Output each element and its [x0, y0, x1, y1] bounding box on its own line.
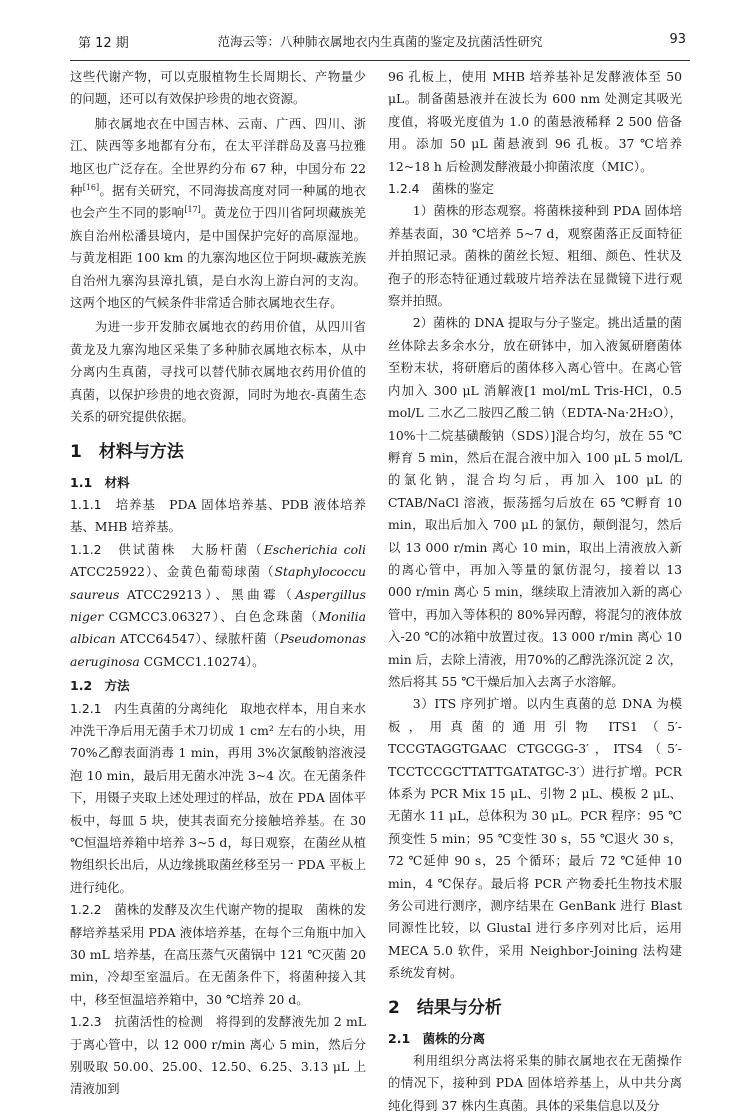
section-heading: 1 材料与方法: [70, 441, 184, 462]
section-heading: 2 结果与分析: [388, 997, 502, 1018]
page-number: 93: [669, 32, 686, 47]
right-column: [388, 66, 682, 1113]
paragraph: 1.2.3 抗菌活性的检测 将得到的发酵液先加 2 mL 于离心管中，以 12 000 r/min 离心 5 min，然后分别吸取 50.00、25.00、12.50、6.25、3.13 μL 上清液加到: [70, 1014, 366, 1097]
paragraph: 肺衣属地衣在中国吉林、云南、广西、四川、浙江、陕西等多地都有分布，在太平洋群岛及喜马拉雅地区也广泛存在。全世界约分布 67 种，中国分布 22 种[16]。据有关研究，不同海拔高度对同一种属的地衣也会产生不同的影响[17]。黄龙位于四川省阿坝藏族羌族自治州松潘县境内，是中国保护完好的高原湿地。与黄龙相距 100 km 的九寨沟地区位于阿坝-藏族羌族自治州九寨沟县漳扎镇，是白水沟上游白河的支沟。这两个地区的气候条件非常适合肺衣属地衣生存。: [70, 115, 367, 311]
subsubsection-heading: 1.1.2 供试菌株: [70, 541, 177, 557]
subsection-heading: 1.1 材料: [70, 474, 130, 490]
subsection-heading: 2.1 菌株的分离: [388, 1030, 486, 1046]
paragraph: 利用组织分离法将采集的肺衣属地衣在无菌操作的情况下，接种到 PDA 固体培养基上，从中共分离纯化得到 37 株内生真菌。具体的采集信息以及分: [388, 1053, 682, 1113]
subsubsection-heading: 1.2.3 抗菌活性的检测: [70, 1014, 204, 1030]
paragraph: 1.1.1 培养基 PDA 固体培养基、PDB 液体培养基、MHB 培养基。: [70, 496, 366, 535]
citation: [17]: [184, 205, 201, 215]
citation: [16]: [82, 182, 100, 192]
subsubsection-heading: 1.2.1 内生真菌的分离纯化: [70, 700, 228, 716]
paragraph: 这些代谢产物，可以克服植物生长周期长、产物量少的问题，还可以有效保护珍贵的地衣资源。: [70, 69, 366, 107]
subsubsection-heading: 1.2.2 菌株的发酵及次生代谢产物的提取: [70, 902, 304, 918]
subsection-heading: 1.2 方法: [70, 678, 130, 694]
paragraph: 1）菌株的形态观察。将菌株接种到 PDA 固体培养基表面，30 ℃培养 5~7 d，观察菌落正反面特征并拍照记录。菌株的菌丝长短、粗细、颜色、性状及孢子的形态特征通过载玻片培养法在显微镜下进行观察并拍照。: [388, 203, 682, 309]
paragraph: 2）菌株的 DNA 提取与分子鉴定。挑出适量的菌丝体除去多余水分，放在研钵中，加入液氮研磨菌体至粉末状，将研磨后的菌体移入离心管中。在离心管内加入 300 μL 消解液[1 mol/mL Tris-HCl，0.5 mol/L 二水乙二胺四乙酸二钠（EDTA-Na·2H₂O），10%十二烷基磺酸钠（SDS）]混合均匀，放在 55 ℃孵育 5 min，然后在混合液中加入 100 μL 5 mol/L 的氯化钠，混合均匀后，再加入 100 μL 的 CTAB/NaCl 溶液，振荡摇匀后放在 65 ℃孵育 10 min，取出后加入 700 μL 的氯仿，颠倒混匀，然后以 13 000 r/min 离心 10 min，取出上清液放入新的离心管中，再加入等量的氯仿混匀，接着以 13 000 r/min 离心 5 min，继续取上清液加入新的离心管中，再加入等体积的 80%异丙醇，将混匀的液体放入-20 ℃的冰箱中放置过夜。13 000 r/min 离心 10 min 后，去除上清液，用70%的乙醇洗涤沉淀 2 次，然后将其 55 ℃干燥后加入去离子水溶解。: [388, 315, 682, 689]
subsubsection-heading: 1.2.4 菌株的鉴定: [388, 181, 494, 197]
paragraph: 为进一步开发肺衣属地衣的药用价值，从四川省黄龙及九寨沟地区采集了多种肺衣属地衣标本，从中分离内生真菌，寻找可以替代肺衣属地衣药用价值的真菌，以保护珍贵的地衣资源，同时为地衣-真菌生态关系的研究提供依据。: [70, 319, 366, 425]
paragraph: 1.2.1 内生真菌的分离纯化 取地衣样本，用自来水冲洗干净后用无菌手术刀切成 1 cm² 左右的小块，用 70%乙醇表面消毒 1 min，再用 3%次氯酸钠溶液浸泡 10 min，最后用无菌水冲洗 3~4 次。在无菌条件下，用镊子夹取上述处理过的样品，放在 PDA 固体平板中，每皿 5 块，使其表面充分接触培养基。在 30 ℃恒温培养箱中培养 3~5 d，每日观察，在菌丝从植物组织长出后，从边缘挑取菌丝移至另一 PDA 平板上进行纯化。: [70, 700, 366, 895]
running-title: 范海云等：八种肺衣属地衣内生真菌的鉴定及抗菌活性研究: [217, 34, 543, 49]
page-header: [70, 20, 690, 61]
left-column: [70, 66, 367, 1097]
paragraph: 3）ITS 序列扩增。以内生真菌的总 DNA 为模板，用真菌的通用引物 ITS1（5′-TCCGTAGGTGAAC CTGCGG-3′，ITS4（5′-TCCTCCGCTTATTGATATGC-3′）进行扩增。PCR 体系为 PCR Mix 15 μL、引物 2 μL、模板 2 μL、无菌水 11 μL，总体积为 30 μL。PCR 程序：95 ℃预变性 5 min；95 ℃变性 30 s，55 ℃退火 30 s，72 ℃延伸 90 s，25 个循环；最后 72 ℃延伸 10 min，4 ℃保存。最后将 PCR 产物委托生物技术服务公司进行测序，测序结果在 GenBank 进行 Blast 同源性比较，以 Glustal 进行多序列对比后，运用 MECA 5.0 软件，采用 Neighbor-Joining 法构建系统发育树。: [388, 696, 682, 981]
paragraph: 1.1.2 供试菌株 大肠杆菌（Escherichia coli ATCC25922）、金黄色葡萄球菌（Staphylococcu saureus ATCC29213）、黑曲霉（Aspergillus niger CGMCC3.06327）、白色念珠菌（Monilia albican ATCC64547）、绿脓杆菌（Pseudomonas aeruginosa CGMCC1.10274）。: [70, 541, 367, 669]
paragraph: 96 孔板上，使用 MHB 培养基补足发酵液体至 50 μL。制备菌悬液并在波长为 600 nm 处测定其吸光度值，将吸光度值为 1.0 的菌悬液稀释 2 500 倍备用。添加 50 μL 菌悬液到 96 孔板。37 ℃培养 12~18 h 后检测发酵液最小抑菌浓度（MIC）。: [388, 69, 682, 174]
journal-issue: 第 12 期: [78, 36, 129, 51]
paragraph: 1.2.2 菌株的发酵及次生代谢产物的提取 菌株的发酵培养基采用 PDA 液体培养基，在每个三角瓶中加入 30 mL 培养基，在高压蒸气灭菌锅中 121 ℃灭菌 20 min，冷却至室温后。在无菌条件下，将菌种接入其中，移至恒温培养箱中，30 ℃培养 20 d。: [70, 902, 366, 1007]
subsubsection-heading: 1.1.1 培养基: [70, 496, 156, 512]
